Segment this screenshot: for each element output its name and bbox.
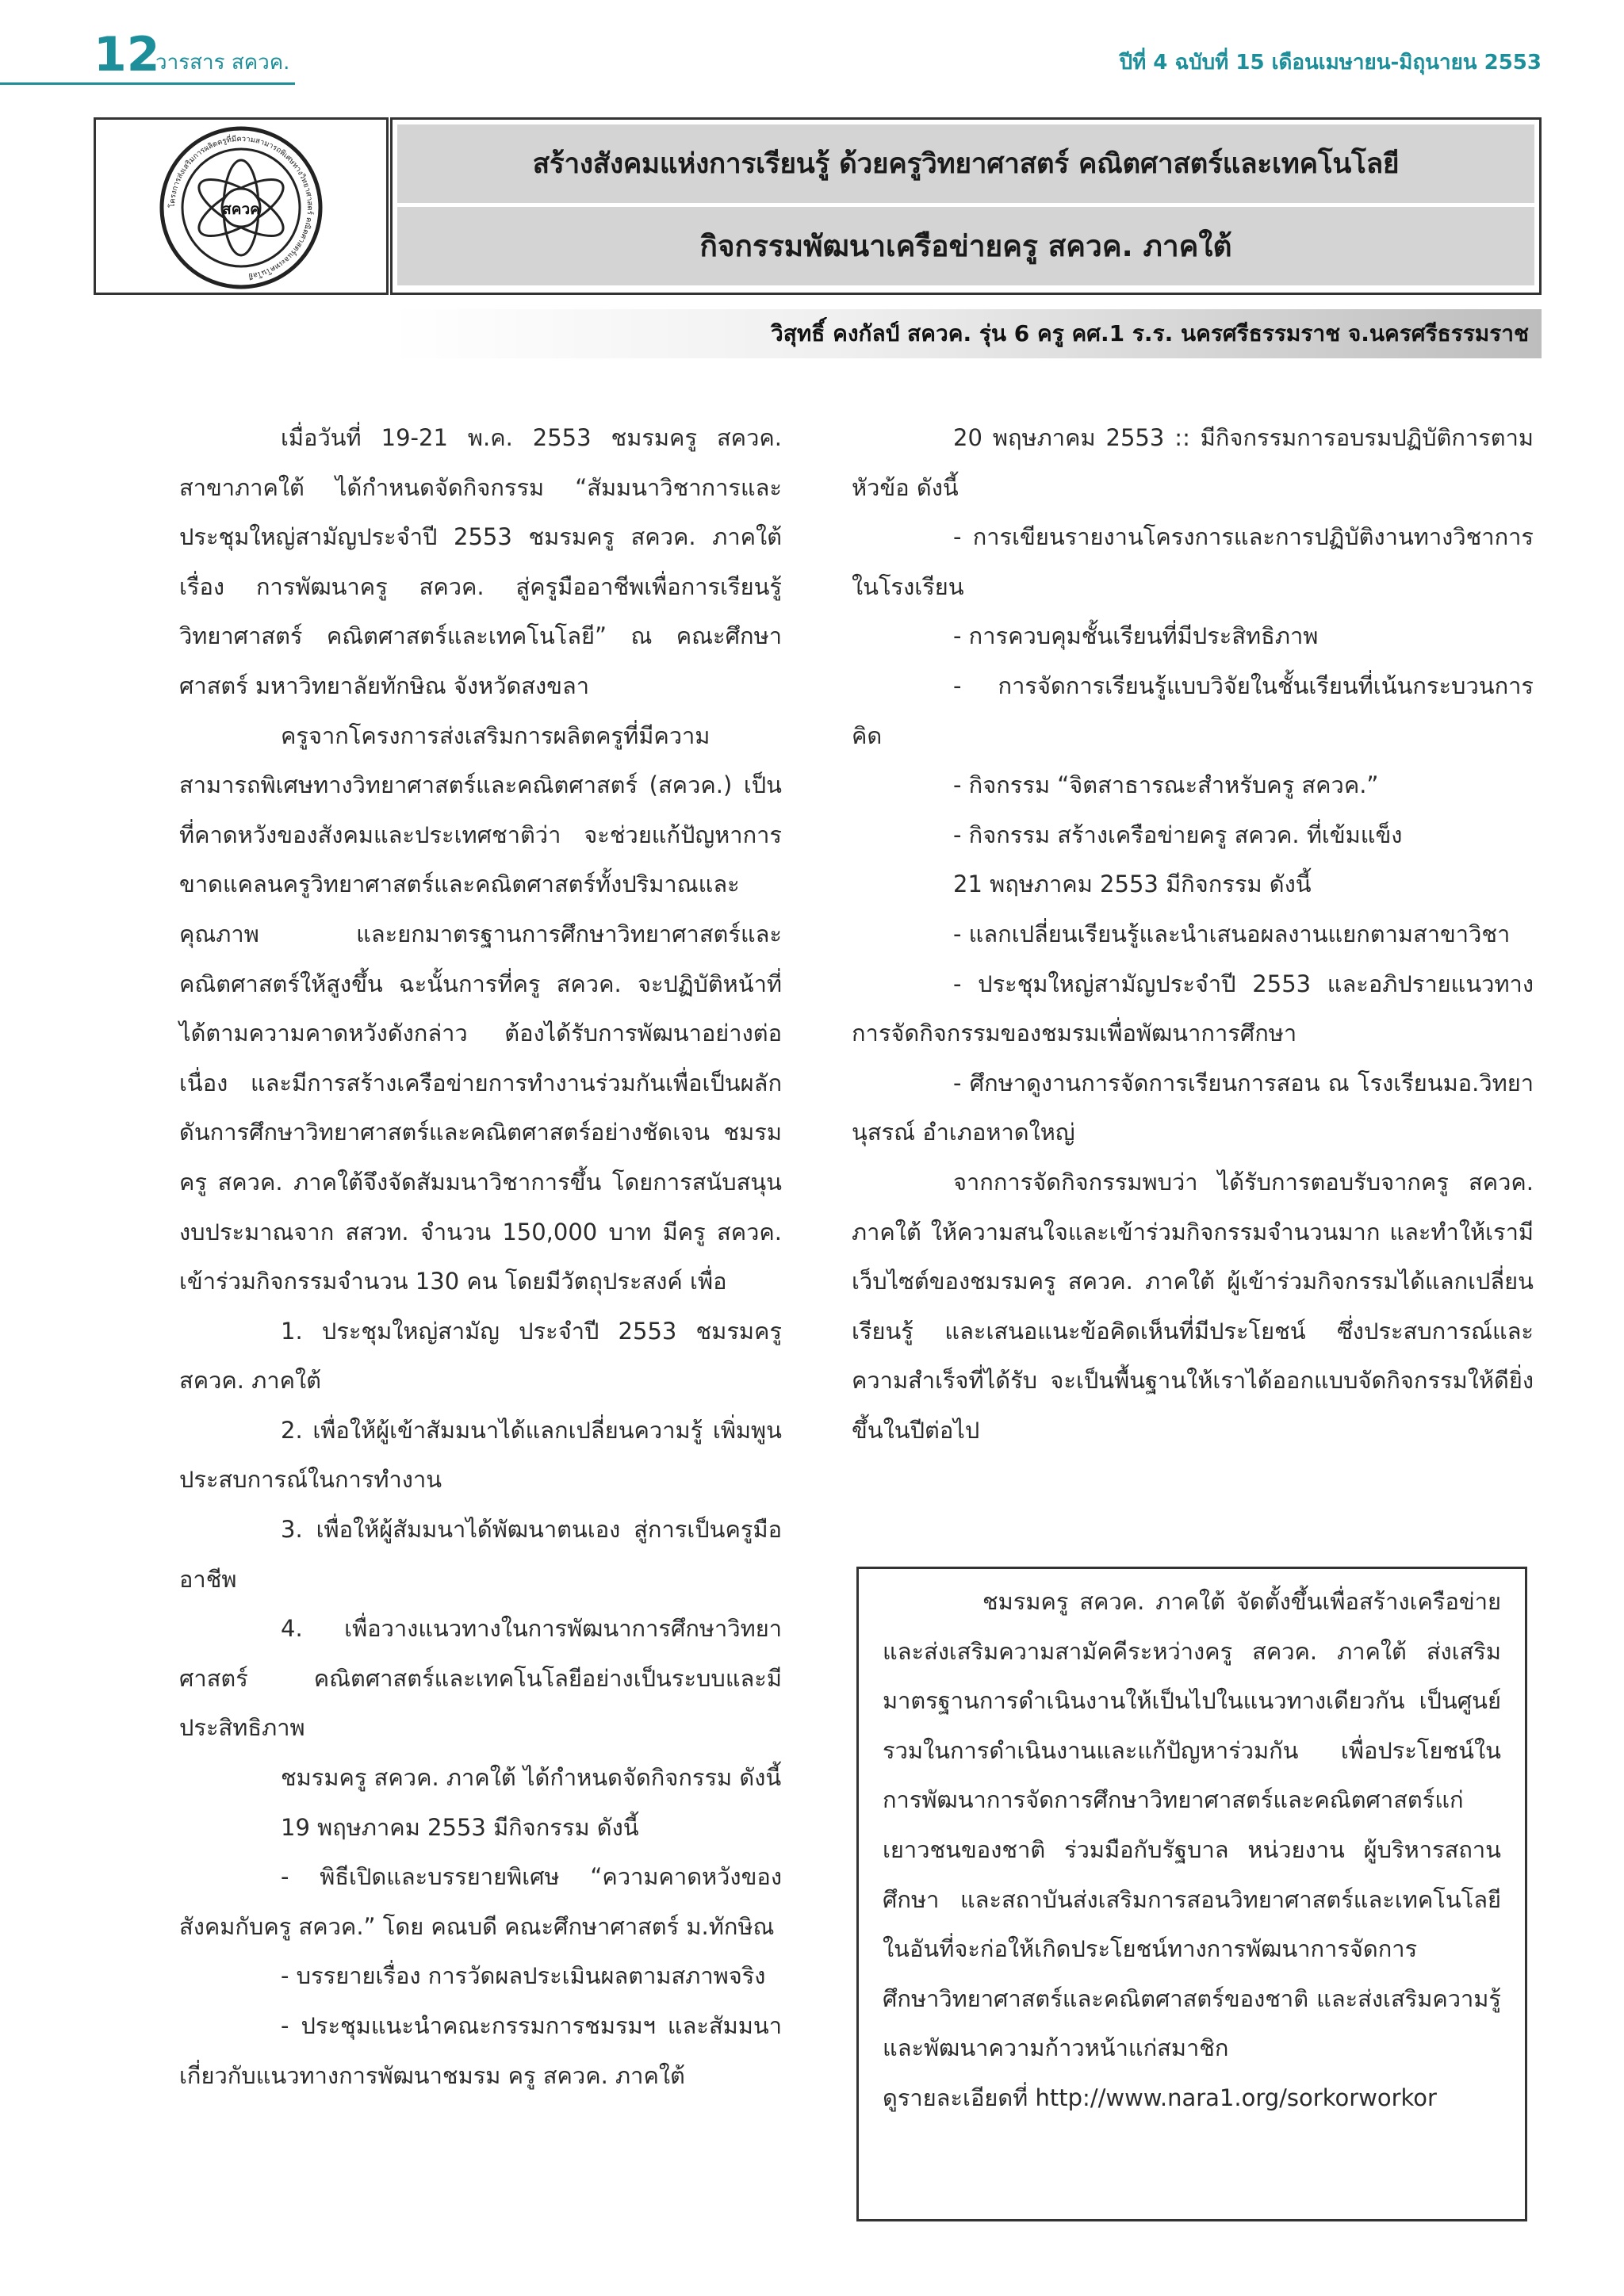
- objective-item: 4. เพื่อวางแนวทางในการพัฒนาการศึกษาวิทยาศาสตร์ คณิตศาสตร์และเทคโนโลยีอย่างเป็นระบบและมีประสิทธิภาพ: [179, 1615, 782, 1742]
- info-box-url[interactable]: ดูรายละเอียดที่ http://www.nara1.org/sorkorworkor: [883, 2084, 1437, 2111]
- right-column: [852, 413, 1534, 1455]
- article-title: สร้างสังคมแห่งการเรียนรู้ ด้วยครูวิทยาศาสตร์ คณิตศาสตร์และเทคโนโลยี: [397, 124, 1534, 203]
- schedule-item: - กิจกรรม “จิตสาธารณะสำหรับครู สควค.”: [953, 771, 1379, 799]
- left-column: [179, 413, 782, 2100]
- objective-item: 2. เพื่อให้ผู้เข้าสัมมนาได้แลกเปลี่ยนความรู้ เพิ่มพูนประสบการณ์ในการทำงาน: [179, 1416, 782, 1494]
- schedule-item: - กิจกรรม สร้างเครือข่ายครู สควค. ที่เข้มแข็ง: [953, 821, 1403, 848]
- logo-box: [94, 117, 389, 295]
- schedule-item: - การควบคุมชั้นเรียนที่มีประสิทธิภาพ: [953, 622, 1319, 650]
- schedule-item: - การเขียนรายงานโครงการและการปฏิบัติงานทางวิชาการในโรงเรียน: [852, 523, 1534, 600]
- logo-ring-text: โครงการส่งเสริมการผลิตครูที่มีความสามารถพิเศษทางวิทยาศาสตร์ คณิตศาสตร์และเทคโนโลยี: [167, 134, 315, 281]
- schedule-date: 21 พฤษภาคม 2553 มีกิจกรรม ดังนี้: [953, 871, 1312, 898]
- schedule-item: - พิธีเปิดและบรรยายพิเศษ “ความคาดหวังของสังคมกับครู สควค.” โดย คณบดี คณะศึกษาศาสตร์ ม.ทักษิณ: [179, 1863, 782, 1940]
- schedule-date: 19 พฤษภาคม 2553 มีกิจกรรม ดังนี้: [281, 1813, 639, 1841]
- logo-center-text: สควค: [222, 201, 260, 218]
- schedule-item: - ประชุมใหญ่สามัญประจำปี 2553 และอภิปรายแนวทางการจัดกิจกรรมของชมรมเพื่อพัฒนาการศึกษา: [852, 970, 1534, 1047]
- objective-item: 3. เพื่อให้ผู้สัมมนาได้พัฒนาตนเอง สู่การเป็นครูมืออาชีพ: [179, 1516, 782, 1593]
- header-rule: [0, 82, 295, 85]
- issue-info: ปีที่ 4 ฉบับที่ 15 เดือนเมษายน-มิถุนายน 2553: [1119, 51, 1542, 75]
- author-byline: วิสุทธิ์ คงกัลป์ สควค. รุ่น 6 ครู คศ.1 ร.ร. นครศรีธรรมราช จ.นครศรีธรรมราช: [771, 320, 1529, 346]
- paragraph: ชมรมครู สควค. ภาคใต้ ได้กำหนดจัดกิจกรรม ดังนี้: [281, 1764, 782, 1792]
- objective-item: 1. ประชุมใหญ่สามัญ ประจำปี 2553 ชมรมครู สควค. ภาคใต้: [179, 1317, 782, 1395]
- paragraph: จากการจัดกิจกรรมพบว่า ได้รับการตอบรับจากครู สควค. ภาคใต้ ให้ความสนใจและเข้าร่วมกิจกรรมจำนวนมาก และทำให้เรามีเว็บไซต์ของชมรมครู สควค. ภาคใต้ ผู้เข้าร่วมกิจกรรมได้แลกเปลี่ยนเรียนรู้ และเสนอแนะข้อคิดเห็นที่มีประโยชน์ ซึ่งประสบการณ์และความสำเร็จที่ได้รับ จะเป็นพื้นฐานให้เราได้ออกแบบจัดกิจกรรมให้ดียิ่งขึ้นในปีต่อไป: [852, 1168, 1534, 1444]
- schedule-item: - แลกเปลี่ยนเรียนรู้และนำเสนอผลงานแยกตามสาขาวิชา: [953, 920, 1511, 947]
- schedule-date: 20 พฤษภาคม 2553 :: มีกิจกรรมการอบรมปฏิบัติการตามหัวข้อ ดังนี้: [852, 424, 1534, 501]
- info-box-text: ชมรมครู สควค. ภาคใต้ จัดตั้งขึ้นเพื่อสร้างเครือข่ายและส่งเสริมความสามัคคีระหว่างครู สควค. ภาคใต้ ส่งเสริมมาตรฐานการดำเนินงานให้เป็นไปในแนวทางเดียวกัน เป็นศูนย์รวมในการดำเนินงานและแก้ปัญหาร่วมกัน เพื่อประโยชน์ในการพัฒนาการจัดการศึกษาวิทยาศาสตร์และคณิตศาสตร์แก่เยาวชนของชาติ ร่วมมือกับรัฐบาล หน่วยงาน ผู้บริหารสถานศึกษา และสถาบันส่งเสริมการสอนวิทยาศาสตร์และเทคโนโลยี ในอันที่จะก่อให้เกิดประโยชน์ทางการพัฒนาการจัดการศึกษาวิทยาศาสตร์และคณิตศาสตร์ของชาติ และส่งเสริมความรู้และพัฒนาความก้าวหน้าแก่สมาชิก: [883, 1588, 1501, 2062]
- journal-name: วารสาร สควค.: [155, 51, 290, 75]
- title-frame: [390, 117, 1542, 295]
- schedule-item: - ประชุมแนะนำคณะกรรมการชมรมฯ และสัมมนาเกี่ยวกับแนวทางการพัฒนาชมรม ครู สควค. ภาคใต้: [179, 2012, 782, 2089]
- page-number: 12: [94, 27, 160, 82]
- byline-bar: [390, 309, 1542, 358]
- schedule-item: - ศึกษาดูงานการจัดการเรียนการสอน ณ โรงเรียนมอ.วิทยานุสรณ์ อำเภอหาดใหญ่: [852, 1069, 1534, 1146]
- article-subtitle: กิจกรรมพัฒนาเครือข่ายครู สควค. ภาคใต้: [397, 207, 1534, 285]
- organization-logo: [158, 124, 324, 291]
- schedule-item: - บรรยายเรื่อง การวัดผลประเมินผลตามสภาพจริง: [281, 1962, 766, 1990]
- paragraph: ครูจากโครงการส่งเสริมการผลิตครูที่มีความสามารถพิเศษทางวิทยาศาสตร์และคณิตศาสตร์ (สควค.) เป็นที่คาดหวังของสังคมและประเทศชาติว่า จะช่วยแก้ปัญหาการขาดแคลนครูวิทยาศาสตร์และคณิตศาสตร์ทั้งปริมาณและคุณภาพ และยกมาตรฐานการศึกษาวิทยาศาสตร์และคณิตศาสตร์ให้สูงขึ้น ฉะนั้นการที่ครู สควค. จะปฏิบัติหน้าที่ได้ตามความคาดหวังดังกล่าว ต้องได้รับการพัฒนาอย่างต่อเนื่อง และมีการสร้างเครือข่ายการทำงานร่วมกันเพื่อเป็นผลักดันการศึกษาวิทยาศาสตร์และคณิตศาสตร์อย่างชัดเจน ชมรมครู สควค. ภาคใต้จึงจัดสัมมนาวิชาการขึ้น โดยการสนับสนุนงบประมาณจาก สสวท. จำนวน 150,000 บาท มีครู สควค. เข้าร่วมกิจกรรมจำนวน 130 คน โดยมีวัตถุประสงค์ เพื่อ: [179, 721, 782, 1295]
- schedule-item: - การจัดการเรียนรู้แบบวิจัยในชั้นเรียนที่เน้นกระบวนการคิด: [852, 672, 1534, 749]
- info-box: [856, 1567, 1527, 2221]
- paragraph: เมื่อวันที่ 19-21 พ.ค. 2553 ชมรมครู สควค. สาขาภาคใต้ ได้กำหนดจัดกิจกรรม “สัมมนาวิชาการและประชุมใหญ่สามัญประจำปี 2553 ชมรมครู สควค. ภาคใต้ เรื่อง การพัฒนาครู สควค. สู่ครูมืออาชีพเพื่อการเรียนรู้วิทยาศาสตร์ คณิตศาสตร์และเทคโนโลยี” ณ คณะศึกษาศาสตร์ มหาวิทยาลัยทักษิณ จังหวัดสงขลา: [179, 424, 782, 699]
